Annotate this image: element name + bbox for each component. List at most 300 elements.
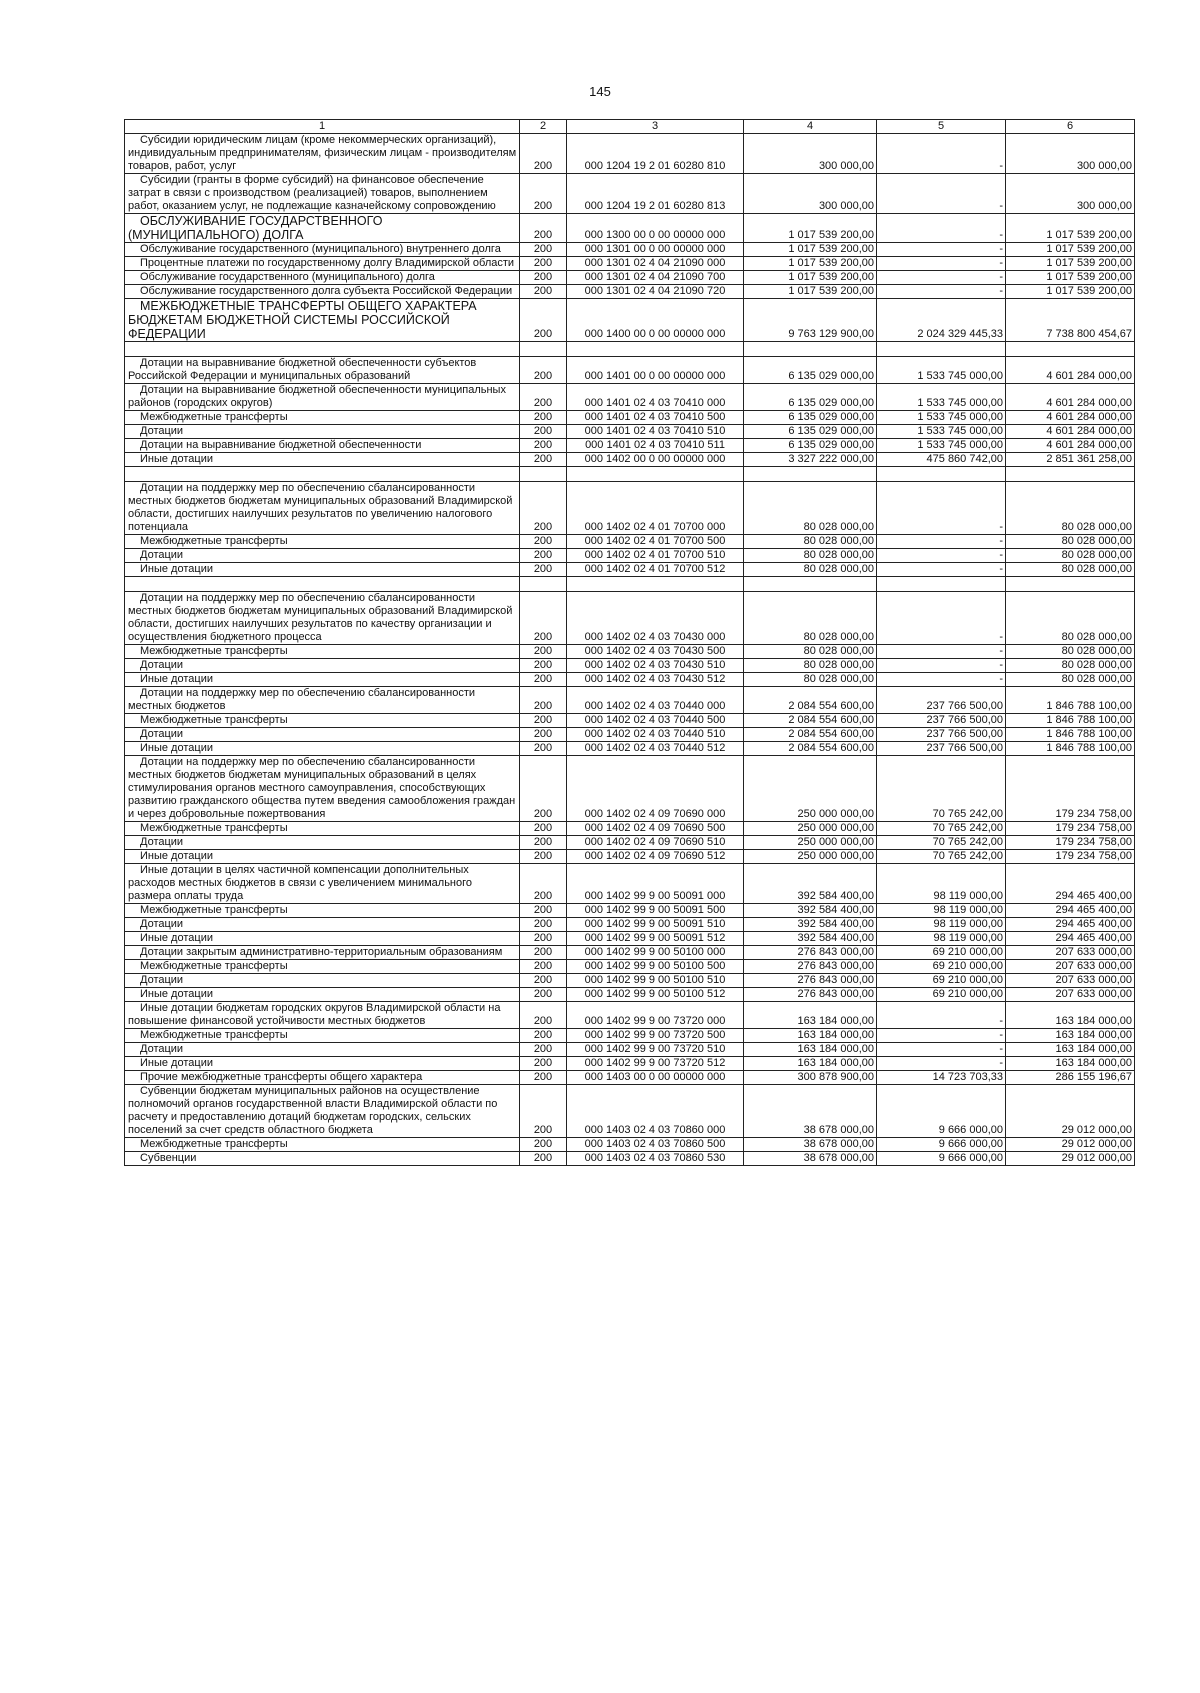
amount-approved: 300 000,00 [744,174,877,214]
amount-approved: 392 584 400,00 [744,864,877,904]
amount-approved: 80 028 000,00 [744,563,877,577]
row-name: Субвенции [140,1152,197,1164]
amount-executed: 70 765 242,00 [877,836,1006,850]
row-name-cell [125,535,520,549]
amount-approved: 250 000 000,00 [744,822,877,836]
line-code: 200 [520,659,567,673]
table-row [125,1085,1135,1138]
spacer-cell [125,577,520,592]
budget-code: 000 1403 00 0 00 00000 000 [567,1071,744,1085]
amount-remaining: 80 028 000,00 [1006,482,1135,535]
row-name-cell [125,932,520,946]
row-name-cell [125,134,520,174]
budget-code: 000 1402 99 9 00 73720 000 [567,1002,744,1029]
amount-executed: 1 533 745 000,00 [877,384,1006,411]
spacer-cell [520,342,567,357]
amount-approved: 276 843 000,00 [744,974,877,988]
row-name-cell [125,1085,520,1138]
budget-code: 000 1402 02 4 03 70440 512 [567,742,744,756]
budget-code: 000 1402 02 4 03 70430 000 [567,592,744,645]
row-name: Дотации [140,659,184,671]
amount-remaining: 1 846 788 100,00 [1006,687,1135,714]
row-name-cell [125,482,520,535]
budget-code: 000 1401 00 0 00 00000 000 [567,357,744,384]
budget-code: 000 1402 99 9 00 50091 000 [567,864,744,904]
row-name: Иные дотации [140,742,213,754]
amount-approved: 3 327 222 000,00 [744,453,877,467]
spacer-cell [567,467,744,482]
row-name: Дотации на поддержку мер по обеспечению сбалансированности местных бюджетов бюджетам муниципальных образований Владимирской области, достигших наилучших результатов по качеству организации и осуществления бюджетного процесса [128,592,513,643]
amount-approved: 250 000 000,00 [744,836,877,850]
budget-code: 000 1301 02 4 04 21090 720 [567,285,744,299]
amount-executed: 98 119 000,00 [877,918,1006,932]
row-name-cell [125,659,520,673]
row-name: Субвенции бюджетам муниципальных районов на осуществление полномочий органов государственной власти Владимирской области по расчету и предоставлению дотаций бюджетам городских, сельских поселений за счет средств областного бюджета [128,1085,498,1136]
row-name-cell [125,1071,520,1085]
table-row [125,411,1135,425]
budget-code: 000 1402 99 9 00 73720 500 [567,1029,744,1043]
table-row [125,918,1135,932]
amount-executed: 70 765 242,00 [877,822,1006,836]
table-row [125,960,1135,974]
amount-approved: 163 184 000,00 [744,1043,877,1057]
amount-approved: 2 084 554 600,00 [744,687,877,714]
budget-code: 000 1301 02 4 04 21090 000 [567,257,744,271]
amount-executed: - [877,535,1006,549]
row-name-cell [125,960,520,974]
row-name: Дотации [140,1043,184,1055]
amount-executed: 237 766 500,00 [877,742,1006,756]
budget-code: 000 1300 00 0 00 00000 000 [567,214,744,243]
budget-code: 000 1402 99 9 00 50100 500 [567,960,744,974]
row-name-cell [125,1002,520,1029]
row-name: Иные дотации в целях частичной компенсации дополнительных расходов местных бюджетов в связи с увеличением минимального размера оплаты труда [128,864,473,902]
column-header: 1 [125,120,520,134]
row-name-cell [125,946,520,960]
budget-code: 000 1402 00 0 00 00000 000 [567,453,744,467]
budget-code: 000 1301 02 4 04 21090 700 [567,271,744,285]
spacer-row [125,577,1135,592]
row-name: Межбюджетные трансферты [140,714,288,726]
line-code: 200 [520,1029,567,1043]
amount-approved: 80 028 000,00 [744,645,877,659]
table-row [125,299,1135,342]
amount-remaining: 207 633 000,00 [1006,946,1135,960]
row-name-cell [125,687,520,714]
line-code: 200 [520,425,567,439]
amount-approved: 2 084 554 600,00 [744,728,877,742]
amount-approved: 6 135 029 000,00 [744,439,877,453]
amount-approved: 80 028 000,00 [744,673,877,687]
table-row [125,932,1135,946]
row-name: Иные дотации [140,453,213,465]
row-name-cell [125,243,520,257]
table-row [125,864,1135,904]
line-code: 200 [520,535,567,549]
amount-approved: 2 084 554 600,00 [744,742,877,756]
row-name-cell [125,214,520,243]
budget-code: 000 1402 02 4 01 70700 000 [567,482,744,535]
column-header: 2 [520,120,567,134]
budget-code: 000 1204 19 2 01 60280 810 [567,134,744,174]
table-row [125,1043,1135,1057]
line-code: 200 [520,932,567,946]
amount-executed: 2 024 329 445,33 [877,299,1006,342]
row-name: Дотации закрытым административно-территориальным образованиям [140,946,503,958]
amount-remaining: 207 633 000,00 [1006,960,1135,974]
amount-remaining: 1 017 539 200,00 [1006,285,1135,299]
budget-code: 000 1403 02 4 03 70860 500 [567,1138,744,1152]
budget-code: 000 1401 02 4 03 70410 511 [567,439,744,453]
table-row [125,535,1135,549]
line-code: 200 [520,1043,567,1057]
amount-executed: 9 666 000,00 [877,1152,1006,1166]
amount-executed: 9 666 000,00 [877,1138,1006,1152]
row-name: Дотации на поддержку мер по обеспечению сбалансированности местных бюджетов [128,687,476,712]
amount-approved: 276 843 000,00 [744,946,877,960]
amount-executed: 14 723 703,33 [877,1071,1006,1085]
column-header: 4 [744,120,877,134]
budget-code: 000 1402 02 4 03 70440 500 [567,714,744,728]
row-name: Иные дотации [140,850,213,862]
amount-executed: - [877,645,1006,659]
column-number-row [125,120,1135,134]
row-name-cell [125,714,520,728]
amount-remaining: 294 465 400,00 [1006,932,1135,946]
table-row [125,714,1135,728]
line-code: 200 [520,673,567,687]
line-code: 200 [520,453,567,467]
row-name: Межбюджетные трансферты [140,411,288,423]
budget-code: 000 1402 99 9 00 50091 500 [567,904,744,918]
amount-approved: 250 000 000,00 [744,756,877,822]
spacer-cell [125,342,520,357]
row-name-cell [125,357,520,384]
amount-remaining: 163 184 000,00 [1006,1029,1135,1043]
line-code: 200 [520,174,567,214]
row-name-cell [125,285,520,299]
line-code: 200 [520,728,567,742]
budget-code: 000 1402 02 4 01 70700 510 [567,549,744,563]
amount-approved: 2 084 554 600,00 [744,714,877,728]
amount-executed: - [877,1029,1006,1043]
budget-code: 000 1400 00 0 00 00000 000 [567,299,744,342]
table-row [125,988,1135,1002]
amount-remaining: 80 028 000,00 [1006,592,1135,645]
row-name: Иные дотации [140,673,213,685]
row-name: Межбюджетные трансферты [140,822,288,834]
amount-executed: - [877,271,1006,285]
spacer-cell [567,577,744,592]
line-code: 200 [520,243,567,257]
table-row [125,563,1135,577]
line-code: 200 [520,482,567,535]
table-row [125,687,1135,714]
amount-executed: 70 765 242,00 [877,756,1006,822]
line-code: 200 [520,257,567,271]
line-code: 200 [520,411,567,425]
line-code: 200 [520,714,567,728]
row-name: Иные дотации [140,563,213,575]
table-row [125,1029,1135,1043]
spacer-cell [520,577,567,592]
line-code: 200 [520,271,567,285]
budget-code: 000 1402 99 9 00 50091 512 [567,932,744,946]
line-code: 200 [520,946,567,960]
line-code: 200 [520,357,567,384]
table-row [125,742,1135,756]
table-body [125,134,1135,1166]
amount-executed: - [877,174,1006,214]
line-code: 200 [520,285,567,299]
row-name: Межбюджетные трансферты [140,535,288,547]
table-row [125,453,1135,467]
spacer-cell [877,467,1006,482]
amount-remaining: 80 028 000,00 [1006,659,1135,673]
row-name-cell [125,549,520,563]
amount-approved: 250 000 000,00 [744,850,877,864]
budget-code: 000 1402 99 9 00 73720 510 [567,1043,744,1057]
table-row [125,425,1135,439]
spacer-cell [125,467,520,482]
row-name-cell [125,174,520,214]
amount-remaining: 300 000,00 [1006,174,1135,214]
budget-code: 000 1402 02 4 01 70700 500 [567,535,744,549]
budget-code: 000 1402 99 9 00 50091 510 [567,918,744,932]
budget-code: 000 1402 02 4 03 70430 500 [567,645,744,659]
spacer-cell [877,577,1006,592]
budget-table [124,119,1135,1166]
table-row [125,904,1135,918]
amount-approved: 6 135 029 000,00 [744,425,877,439]
line-code: 200 [520,384,567,411]
row-name: Дотации [140,836,184,848]
amount-executed: 237 766 500,00 [877,714,1006,728]
row-name: Межбюджетные трансферты [140,904,288,916]
amount-remaining: 7 738 800 454,67 [1006,299,1135,342]
line-code: 200 [520,960,567,974]
amount-executed: 1 533 745 000,00 [877,411,1006,425]
table-row [125,659,1135,673]
amount-approved: 1 017 539 200,00 [744,285,877,299]
amount-remaining: 294 465 400,00 [1006,904,1135,918]
row-name: Дотации [140,918,184,930]
budget-code: 000 1402 99 9 00 50100 512 [567,988,744,1002]
row-name-cell [125,1043,520,1057]
amount-executed: - [877,549,1006,563]
amount-remaining: 207 633 000,00 [1006,988,1135,1002]
amount-remaining: 1 017 539 200,00 [1006,271,1135,285]
amount-executed: 1 533 745 000,00 [877,439,1006,453]
table-row [125,1057,1135,1071]
amount-remaining: 2 851 361 258,00 [1006,453,1135,467]
amount-remaining: 294 465 400,00 [1006,918,1135,932]
row-name-cell [125,673,520,687]
spacer-cell [1006,342,1135,357]
amount-remaining: 1 017 539 200,00 [1006,214,1135,243]
amount-executed: 1 533 745 000,00 [877,425,1006,439]
spacer-cell [1006,577,1135,592]
row-name-cell [125,1152,520,1166]
table-row [125,728,1135,742]
budget-code: 000 1401 02 4 03 70410 510 [567,425,744,439]
amount-approved: 163 184 000,00 [744,1002,877,1029]
amount-approved: 276 843 000,00 [744,988,877,1002]
amount-executed: 237 766 500,00 [877,728,1006,742]
amount-approved: 9 763 129 900,00 [744,299,877,342]
amount-executed: 237 766 500,00 [877,687,1006,714]
spacer-cell [520,467,567,482]
amount-approved: 80 028 000,00 [744,659,877,673]
line-code: 200 [520,687,567,714]
row-name-cell [125,756,520,822]
amount-remaining: 286 155 196,67 [1006,1071,1135,1085]
amount-remaining: 4 601 284 000,00 [1006,425,1135,439]
amount-executed: - [877,482,1006,535]
budget-code: 000 1402 99 9 00 73720 512 [567,1057,744,1071]
row-name: Субсидии юридическим лицам (кроме некоммерческих организаций), индивидуальным предпринимателям, физическим лицам - производителям товаров, работ, услуг [128,134,517,172]
amount-executed: - [877,592,1006,645]
row-name-cell [125,257,520,271]
line-code: 200 [520,1138,567,1152]
row-name: Дотации [140,728,184,740]
amount-executed: - [877,1002,1006,1029]
budget-code: 000 1301 00 0 00 00000 000 [567,243,744,257]
amount-approved: 276 843 000,00 [744,960,877,974]
row-name-cell [125,728,520,742]
line-code: 200 [520,918,567,932]
amount-remaining: 29 012 000,00 [1006,1138,1135,1152]
row-name: Иные дотации [140,1057,213,1069]
line-code: 200 [520,742,567,756]
table-row [125,482,1135,535]
table-row [125,1071,1135,1085]
table-row [125,1002,1135,1029]
row-name-cell [125,299,520,342]
line-code: 200 [520,974,567,988]
row-name-cell [125,742,520,756]
amount-remaining: 294 465 400,00 [1006,864,1135,904]
spacer-cell [567,342,744,357]
amount-executed: 1 533 745 000,00 [877,357,1006,384]
row-name: Межбюджетные трансферты [140,645,288,657]
budget-code: 000 1402 02 4 09 70690 500 [567,822,744,836]
amount-remaining: 80 028 000,00 [1006,563,1135,577]
amount-executed: - [877,1043,1006,1057]
line-code: 200 [520,563,567,577]
row-name-cell [125,563,520,577]
amount-approved: 38 678 000,00 [744,1085,877,1138]
amount-executed: - [877,285,1006,299]
budget-code: 000 1403 02 4 03 70860 530 [567,1152,744,1166]
row-name-cell [125,411,520,425]
row-name: Дотации на выравнивание бюджетной обеспеченности муниципальных районов (городских округов) [128,384,506,409]
row-name-cell [125,1057,520,1071]
line-code: 200 [520,822,567,836]
table-row [125,946,1135,960]
amount-remaining: 80 028 000,00 [1006,645,1135,659]
amount-approved: 38 678 000,00 [744,1138,877,1152]
amount-remaining: 4 601 284 000,00 [1006,411,1135,425]
spacer-cell [877,342,1006,357]
row-name: Межбюджетные трансферты [140,1138,288,1150]
table-row [125,285,1135,299]
line-code: 200 [520,645,567,659]
table-row [125,1152,1135,1166]
line-code: 200 [520,756,567,822]
amount-approved: 392 584 400,00 [744,932,877,946]
row-name-cell [125,822,520,836]
row-name: МЕЖБЮДЖЕТНЫЕ ТРАНСФЕРТЫ ОБЩЕГО ХАРАКТЕРА БЮДЖЕТАМ БЮДЖЕТНОЙ СИСТЕМЫ РОССИЙСКОЙ ФЕДЕРАЦИИ [128,299,477,341]
row-name-cell [125,836,520,850]
spacer-row [125,467,1135,482]
amount-approved: 300 878 900,00 [744,1071,877,1085]
row-name: Процентные платежи по государственному долгу Владимирской области [140,257,515,269]
budget-code: 000 1402 99 9 00 50100 000 [567,946,744,960]
row-name-cell [125,850,520,864]
line-code: 200 [520,904,567,918]
row-name-cell [125,1138,520,1152]
line-code: 200 [520,549,567,563]
amount-remaining: 80 028 000,00 [1006,549,1135,563]
budget-code: 000 1401 02 4 03 70410 000 [567,384,744,411]
amount-approved: 1 017 539 200,00 [744,214,877,243]
amount-remaining: 80 028 000,00 [1006,673,1135,687]
amount-approved: 80 028 000,00 [744,482,877,535]
amount-executed: 98 119 000,00 [877,904,1006,918]
row-name-cell [125,988,520,1002]
amount-executed: 69 210 000,00 [877,974,1006,988]
table-row [125,357,1135,384]
amount-executed: - [877,673,1006,687]
row-name: Дотации на выравнивание бюджетной обеспеченности [140,439,422,451]
amount-remaining: 207 633 000,00 [1006,974,1135,988]
amount-approved: 6 135 029 000,00 [744,357,877,384]
line-code: 200 [520,439,567,453]
budget-code: 000 1402 02 4 03 70440 510 [567,728,744,742]
line-code: 200 [520,836,567,850]
column-header: 5 [877,120,1006,134]
line-code: 200 [520,850,567,864]
row-name: ОБСЛУЖИВАНИЕ ГОСУДАРСТВЕННОГО (МУНИЦИПАЛЬНОГО) ДОЛГА [128,214,383,242]
amount-executed: - [877,1057,1006,1071]
row-name: Межбюджетные трансферты [140,1029,288,1041]
table-row [125,243,1135,257]
table-row [125,974,1135,988]
spacer-cell [744,342,877,357]
line-code: 200 [520,1002,567,1029]
table-row [125,174,1135,214]
row-name-cell [125,271,520,285]
row-name: Обслуживание государственного (муниципального) внутреннего долга [140,243,501,255]
column-header: 3 [567,120,744,134]
budget-code: 000 1402 99 9 00 50100 510 [567,974,744,988]
amount-approved: 80 028 000,00 [744,549,877,563]
row-name: Обслуживание государственного долга субъекта Российской Федерации [140,285,513,297]
table-header [125,120,1135,134]
amount-remaining: 29 012 000,00 [1006,1085,1135,1138]
row-name: Субсидии (гранты в форме субсидий) на финансовое обеспечение затрат в связи с производством (реализацией) товаров, выполнением работ, оказанием услуг, не подлежащие казначейскому сопровождению [128,174,496,212]
amount-executed: 98 119 000,00 [877,932,1006,946]
table-row [125,271,1135,285]
amount-remaining: 163 184 000,00 [1006,1002,1135,1029]
budget-code: 000 1402 02 4 09 70690 512 [567,850,744,864]
table-row [125,134,1135,174]
amount-executed: 9 666 000,00 [877,1085,1006,1138]
amount-remaining: 80 028 000,00 [1006,535,1135,549]
row-name-cell [125,864,520,904]
amount-remaining: 1 017 539 200,00 [1006,243,1135,257]
